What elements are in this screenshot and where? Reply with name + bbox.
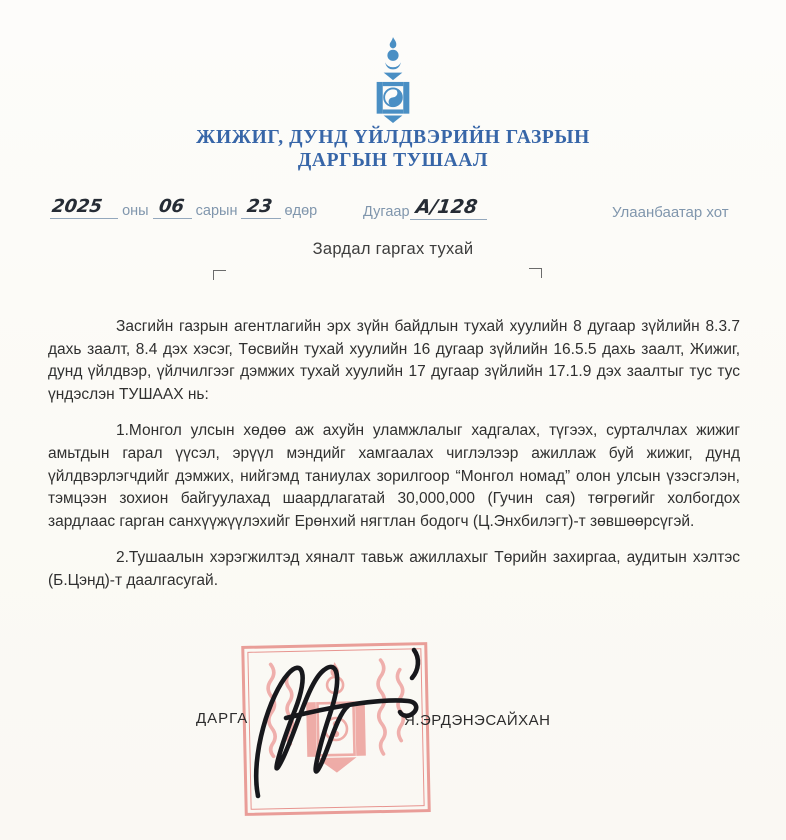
city-label: Улаанбаатар хот [612,204,729,221]
year-label: оны [122,203,149,219]
document-body [48,316,740,607]
crop-mark-right [529,268,542,278]
document-title [0,126,786,172]
number-label: Дугаар [363,204,410,220]
month-value: 06 [157,196,186,217]
signer-role-label: ДАРГА [196,710,249,727]
soyombo-emblem-icon [365,36,421,126]
paragraph-preamble: Засгийн газрын агентлагийн эрх зүйн байдлын тухай хуулийн 8 дугаар зүйлийн 8.3.7 дахь заалт, 8.4 дэх хэсэг, Төсвийн тухай хуулийн 16 дугаар зүйлийн 16.5.5 дахь заалт, Жижиг, дунд үйлдвэр, үйлчилгээг дэмжих тухай хуулийн 17 дугаар зүйлийн 17.1.9 дэх заалтыг тус тус үндэслэн ТУШААХ нь: [48,318,740,403]
meta-row [0,194,786,236]
day-label: өдөр [284,203,318,219]
paragraph-clause-2: 2.Тушаалын хэрэгжилтэд хяналт тавьж ажиллахыг Төрийн захиргаа, аудитын хэлтэс (Б.Цэнд)-т даалгасугай. [48,549,740,589]
subject-title: Зардал гаргах тухай [312,240,474,258]
date-line [50,196,317,219]
crop-mark-left [213,270,226,280]
title-line-1: ЖИЖИГ, ДУНД ҮЙЛДВЭРИЙН ГАЗРЫН [196,127,590,148]
number-value: А/128 [414,196,479,218]
day-value: 23 [246,196,275,217]
month-label: сарын [195,203,238,219]
year-value: 2025 [50,196,104,217]
title-line-2: ДАРГЫН ТУШААЛ [297,150,489,171]
signature-block [0,642,786,840]
paragraph-clause-1: 1.Монгол улсын хөдөө аж ахуйн уламжлалыг хадгалах, түгээх, сурталчлах жижиг амьтдын гарал үүсэл, эрүүл мэндийг хамгаалах чиглэлээр ажиллаж буй жижиг, дунд үйлдвэрлэгчдийг дэмжих, нийгэмд таниулах зорилгоор “Монгол номад” олон улсын үзэсгэлэн, тэмцээн зохион байгуулахад шаардлагатай 30,000,000 (Гучин сая) төгрөгийг холбогдох зардлаас гарган санхүүжүүлэхийг Ерөнхий нягтлан бодогч (Ц.Энхбилэгт)-т зөвшөөрсүгэй. [48,422,740,530]
number-line [363,196,487,220]
handwritten-signature-icon [228,628,464,828]
signer-name-label: Я.ЭРДЭНЭСАЙХАН [404,712,551,729]
